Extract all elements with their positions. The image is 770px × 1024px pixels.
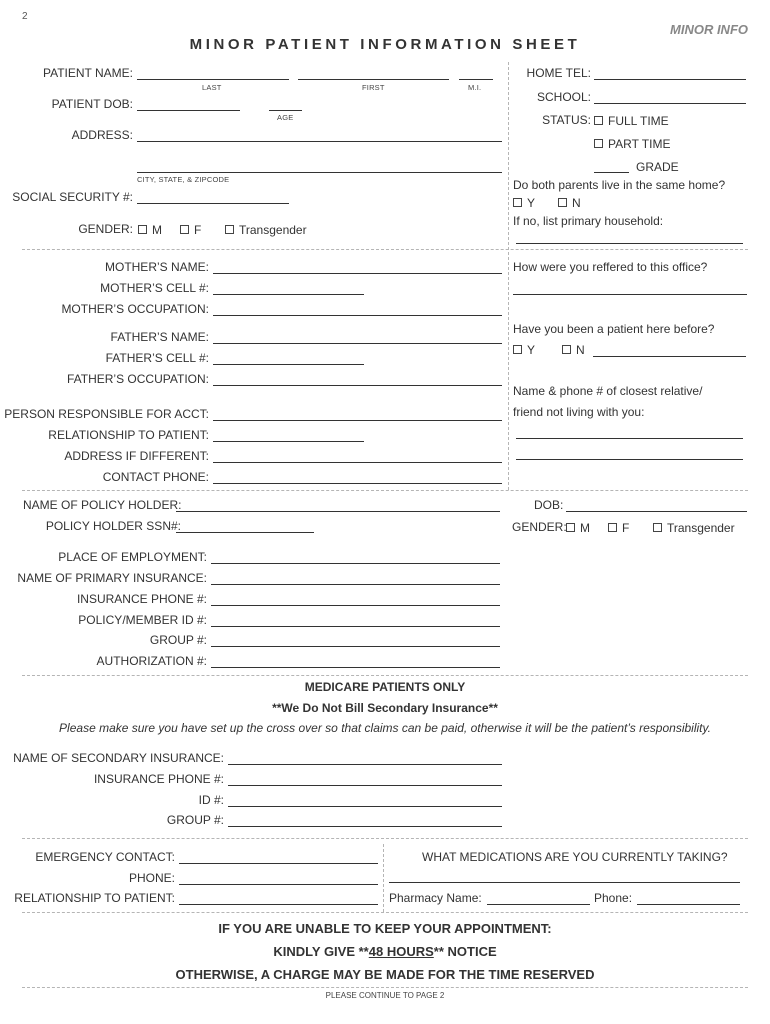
checkbox-icon (594, 116, 603, 125)
mi-sublabel: M.I. (468, 83, 482, 92)
policy-gender-option-f[interactable]: F (608, 521, 629, 535)
relationship-label: RELATIONSHIP TO PATIENT: (48, 428, 209, 442)
checkbox-icon (558, 198, 567, 207)
referral-question: How were you reffered to this office? (513, 260, 708, 274)
mother-name-label: MOTHER’S NAME: (104, 260, 209, 274)
school-field[interactable] (594, 103, 746, 104)
group-label: GROUP #: (149, 633, 207, 647)
primary-insurance-label: NAME OF PRIMARY INSURANCE: (17, 571, 207, 585)
referral-field[interactable] (513, 294, 747, 295)
secondary-insurance-field[interactable] (228, 764, 502, 765)
emergency-relationship-label: RELATIONSHIP TO PATIENT: (14, 891, 175, 905)
notice-line-1: IF YOU ARE UNABLE TO KEEP YOUR APPOINTMENT: (218, 921, 552, 936)
closest-relative-label-2: friend not living with you: (513, 405, 645, 419)
patient-dob-field[interactable] (137, 110, 240, 111)
address-if-different-field[interactable] (213, 462, 502, 463)
policy-holder-dob-field[interactable] (566, 511, 747, 512)
responsible-party-field[interactable] (213, 420, 502, 421)
gender-option-m[interactable]: M (138, 223, 162, 237)
patient-first-name-field[interactable] (298, 79, 449, 80)
patient-last-name-field[interactable] (137, 79, 289, 80)
status-full-time[interactable]: FULL TIME (594, 114, 669, 128)
secondary-group-label: GROUP #: (166, 813, 224, 827)
status-part-time[interactable]: PART TIME (594, 137, 670, 151)
primary-household-label: If no, list primary household: (513, 214, 664, 228)
father-cell-label: FATHER’S CELL #: (105, 351, 209, 365)
home-tel-label: HOME TEL: (526, 66, 591, 80)
parents-same-home-question: Do both parents live in the same home? (513, 178, 726, 192)
school-label: SCHOOL: (536, 90, 591, 104)
place-of-employment-label: PLACE OF EMPLOYMENT: (58, 550, 207, 564)
ssn-field[interactable] (137, 203, 289, 204)
emergency-phone-label: PHONE: (128, 871, 175, 885)
column-divider (383, 844, 384, 912)
checkbox-icon (566, 523, 575, 532)
address-if-different-label: ADDRESS IF DIFFERENT: (64, 449, 209, 463)
patient-dob-label: PATIENT DOB: (51, 97, 133, 111)
policy-holder-gender-label: GENDER: (512, 520, 567, 534)
no-secondary-billing-note: **We Do Not Bill Secondary Insurance** (272, 701, 498, 715)
section-divider (22, 249, 748, 250)
medicare-heading: MEDICARE PATIENTS ONLY (304, 680, 466, 694)
checkbox-icon (653, 523, 662, 532)
grade-field[interactable] (594, 172, 629, 173)
checkbox-icon (594, 139, 603, 148)
father-occupation-field[interactable] (213, 385, 502, 386)
footer-continue: PLEASE CONTINUE TO PAGE 2 (325, 991, 445, 1000)
grade-label: GRADE (636, 160, 679, 174)
mother-occupation-field[interactable] (213, 315, 502, 316)
checkbox-icon (562, 345, 571, 354)
contact-phone-label: CONTACT PHONE: (102, 470, 209, 484)
address-label: ADDRESS: (71, 128, 133, 142)
checkbox-icon (225, 225, 234, 234)
secondary-insurance-label: NAME OF SECONDARY INSURANCE: (13, 751, 224, 765)
emergency-phone-field[interactable] (179, 884, 378, 885)
policy-gender-option-transgender[interactable]: Transgender (653, 521, 735, 535)
mother-name-field[interactable] (213, 273, 502, 274)
section-divider (22, 490, 748, 491)
gender-option-f[interactable]: F (180, 223, 201, 237)
secondary-group-field[interactable] (228, 826, 502, 827)
authorization-field[interactable] (211, 667, 500, 668)
primary-household-field[interactable] (516, 243, 743, 244)
home-tel-field[interactable] (594, 79, 746, 80)
medications-question: WHAT MEDICATIONS ARE YOU CURRENTLY TAKING? (422, 850, 728, 864)
patient-age-field[interactable] (269, 110, 302, 111)
parents-same-home-no[interactable]: N (558, 196, 581, 210)
policy-gender-option-m[interactable]: M (566, 521, 590, 535)
closest-relative-field-1[interactable] (516, 438, 743, 439)
section-divider (22, 987, 748, 988)
relationship-field[interactable] (213, 441, 364, 442)
mother-cell-field[interactable] (213, 294, 364, 295)
notice-line-2: KINDLY GIVE **48 HOURS** NOTICE (273, 944, 497, 959)
previous-patient-no[interactable]: N (562, 343, 585, 357)
pharmacy-name-field[interactable] (487, 904, 590, 905)
age-sublabel: AGE (277, 113, 294, 122)
page-number: 2 (22, 11, 28, 22)
mother-cell-label: MOTHER’S CELL #: (100, 281, 209, 295)
parents-same-home-yes[interactable]: Y (513, 196, 535, 210)
insurance-phone-field[interactable] (211, 605, 500, 606)
city-state-zip-field[interactable] (137, 172, 502, 173)
checkbox-icon (608, 523, 617, 532)
section-divider (22, 838, 748, 839)
place-of-employment-field[interactable] (211, 563, 500, 564)
gender-label: GENDER: (78, 222, 133, 236)
contact-phone-field[interactable] (213, 483, 502, 484)
closest-relative-field-2[interactable] (516, 459, 743, 460)
checkbox-icon (180, 225, 189, 234)
column-divider (508, 62, 509, 490)
previous-patient-yes[interactable]: Y (513, 343, 535, 357)
medications-field[interactable] (389, 882, 740, 883)
pharmacy-phone-field[interactable] (637, 904, 740, 905)
checkbox-icon (513, 198, 522, 207)
secondary-phone-field[interactable] (228, 785, 502, 786)
secondary-phone-label: INSURANCE PHONE #: (93, 772, 224, 786)
section-divider (22, 675, 748, 676)
policy-member-id-label: POLICY/MEMBER ID #: (78, 613, 207, 627)
authorization-label: AUTHORIZATION #: (96, 654, 207, 668)
emergency-contact-field[interactable] (179, 863, 378, 864)
pharmacy-name-label: Pharmacy Name: (389, 891, 482, 905)
city-state-zip-sublabel: CITY, STATE, & ZIPCODE (137, 175, 230, 184)
previous-patient-detail-field[interactable] (593, 356, 746, 357)
policy-holder-ssn-field[interactable] (176, 532, 314, 533)
emergency-contact-label: EMERGENCY CONTACT: (35, 850, 175, 864)
notice-line-3: OTHERWISE, A CHARGE MAY BE MADE FOR THE TIME RESERVED (175, 967, 595, 982)
policy-holder-field[interactable] (176, 511, 500, 512)
father-occupation-label: FATHER’S OCCUPATION: (66, 372, 209, 386)
father-name-field[interactable] (213, 343, 502, 344)
ssn-label: SOCIAL SECURITY #: (12, 190, 133, 204)
policy-holder-dob-label: DOB: (534, 498, 564, 512)
notice-hours: 48 HOURS (368, 944, 434, 959)
secondary-id-label: ID #: (198, 793, 224, 807)
status-label: STATUS: (542, 113, 591, 127)
patient-name-label: PATIENT NAME: (42, 66, 133, 80)
secondary-id-field[interactable] (228, 806, 502, 807)
section-divider (22, 912, 748, 913)
pharmacy-phone-label: Phone: (594, 891, 633, 905)
address-field[interactable] (137, 141, 502, 142)
crossover-note: Please make sure you have set up the cross over so that claims can be paid, otherwise it will be the patient’s responsibility. (59, 721, 711, 735)
insurance-phone-label: INSURANCE PHONE #: (76, 592, 207, 606)
father-name-label: FATHER’S NAME: (110, 330, 209, 344)
policy-member-id-field[interactable] (211, 626, 500, 627)
gender-option-transgender[interactable]: Transgender (225, 223, 307, 237)
page-title: MINOR PATIENT INFORMATION SHEET (189, 36, 581, 53)
patient-mi-field[interactable] (459, 79, 493, 80)
group-field[interactable] (211, 646, 500, 647)
policy-holder-ssn-label: POLICY HOLDER SSN#: (45, 519, 181, 533)
responsible-party-label: PERSON RESPONSIBLE FOR ACCT: (4, 407, 209, 421)
section-tag: MINOR INFO (670, 22, 748, 37)
emergency-relationship-field[interactable] (179, 904, 378, 905)
policy-holder-label: NAME OF POLICY HOLDER: (23, 498, 182, 512)
closest-relative-label-1: Name & phone # of closest relative/ (513, 384, 703, 398)
last-sublabel: LAST (202, 83, 222, 92)
checkbox-icon (138, 225, 147, 234)
previous-patient-question: Have you been a patient here before? (513, 322, 715, 336)
mother-occupation-label: MOTHER’S OCCUPATION: (61, 302, 209, 316)
first-sublabel: FIRST (362, 83, 385, 92)
primary-insurance-field[interactable] (211, 584, 500, 585)
father-cell-field[interactable] (213, 364, 364, 365)
checkbox-icon (513, 345, 522, 354)
